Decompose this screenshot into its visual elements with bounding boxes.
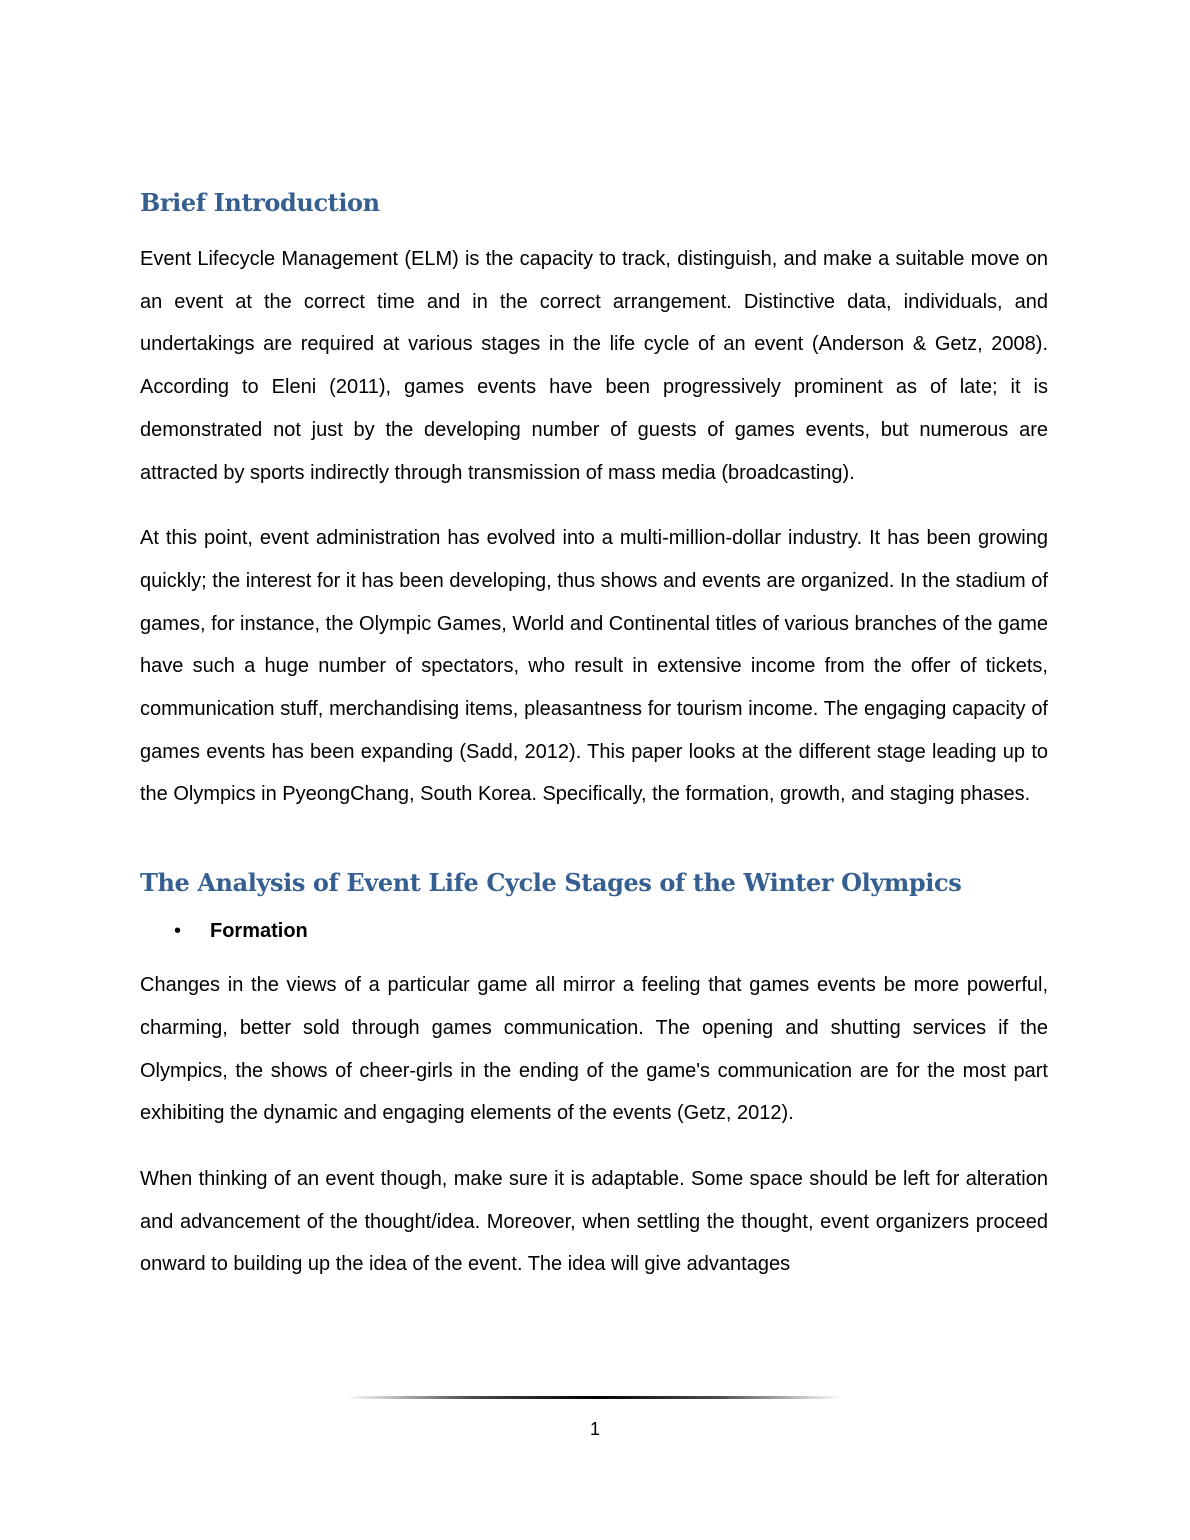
page-content (140, 180, 1048, 1286)
bullet-label: Formation (210, 919, 308, 942)
intro-paragraph-2: At this point, event administration has evolved into a multi-million-dollar industry. It has been growing quickly; the interest for it has been developing, thus shows and events are organized. In the stadium of games, for instance, the Olympic Games, World and Continental titles of various branches of the game have such a huge number of spectators, who result in extensive income from the offer of tickets, communication stuff, merchandising items, pleasantness for tourism income. The engaging capacity of games events has been expanding (Sadd, 2012). This paper looks at the different stage leading up to the Olympics in PyeongChang, South Korea. Specifically, the formation, growth, and staging phases. (140, 527, 1048, 806)
intro-heading: Brief Introduction (140, 188, 380, 217)
analysis-paragraph-2: When thinking of an event though, make sure it is adaptable. Some space should be left for alteration and advancement of the thought/idea. Moreover, when settling the thought, event organizers proceed onward to building up the idea of the event. The idea will give advantages (140, 1167, 1048, 1276)
analysis-heading: The Analysis of Event Life Cycle Stages of the Winter Olympics (140, 868, 962, 898)
footer-divider (346, 1396, 842, 1399)
bullet-icon: • (174, 919, 182, 942)
page-number: 1 (589, 1419, 600, 1439)
intro-paragraph-1: Event Lifecycle Management (ELM) is the capacity to track, distinguish, and make a suitable move on an event at the correct time and in the correct arrangement. Distinctive data, individuals, and undertakings are required at various stages in the life cycle of an event (Anderson & Getz, 2008). According to Eleni (2011), games events have been progressively prominent as of late; it is demonstrated not just by the developing number of guests of games events, but numerous are attracted by sports indirectly through transmission of mass media (broadcasting). (140, 248, 1048, 484)
bullet-item-formation (140, 910, 1048, 952)
analysis-paragraph-1: Changes in the views of a particular game all mirror a feeling that games events be more powerful, charming, better sold through games communication. The opening and shutting services if the Olympics, the shows of cheer-girls in the ending of the game's communication are for the most part exhibiting the dynamic and engaging elements of the events (Getz, 2012). (140, 974, 1048, 1125)
